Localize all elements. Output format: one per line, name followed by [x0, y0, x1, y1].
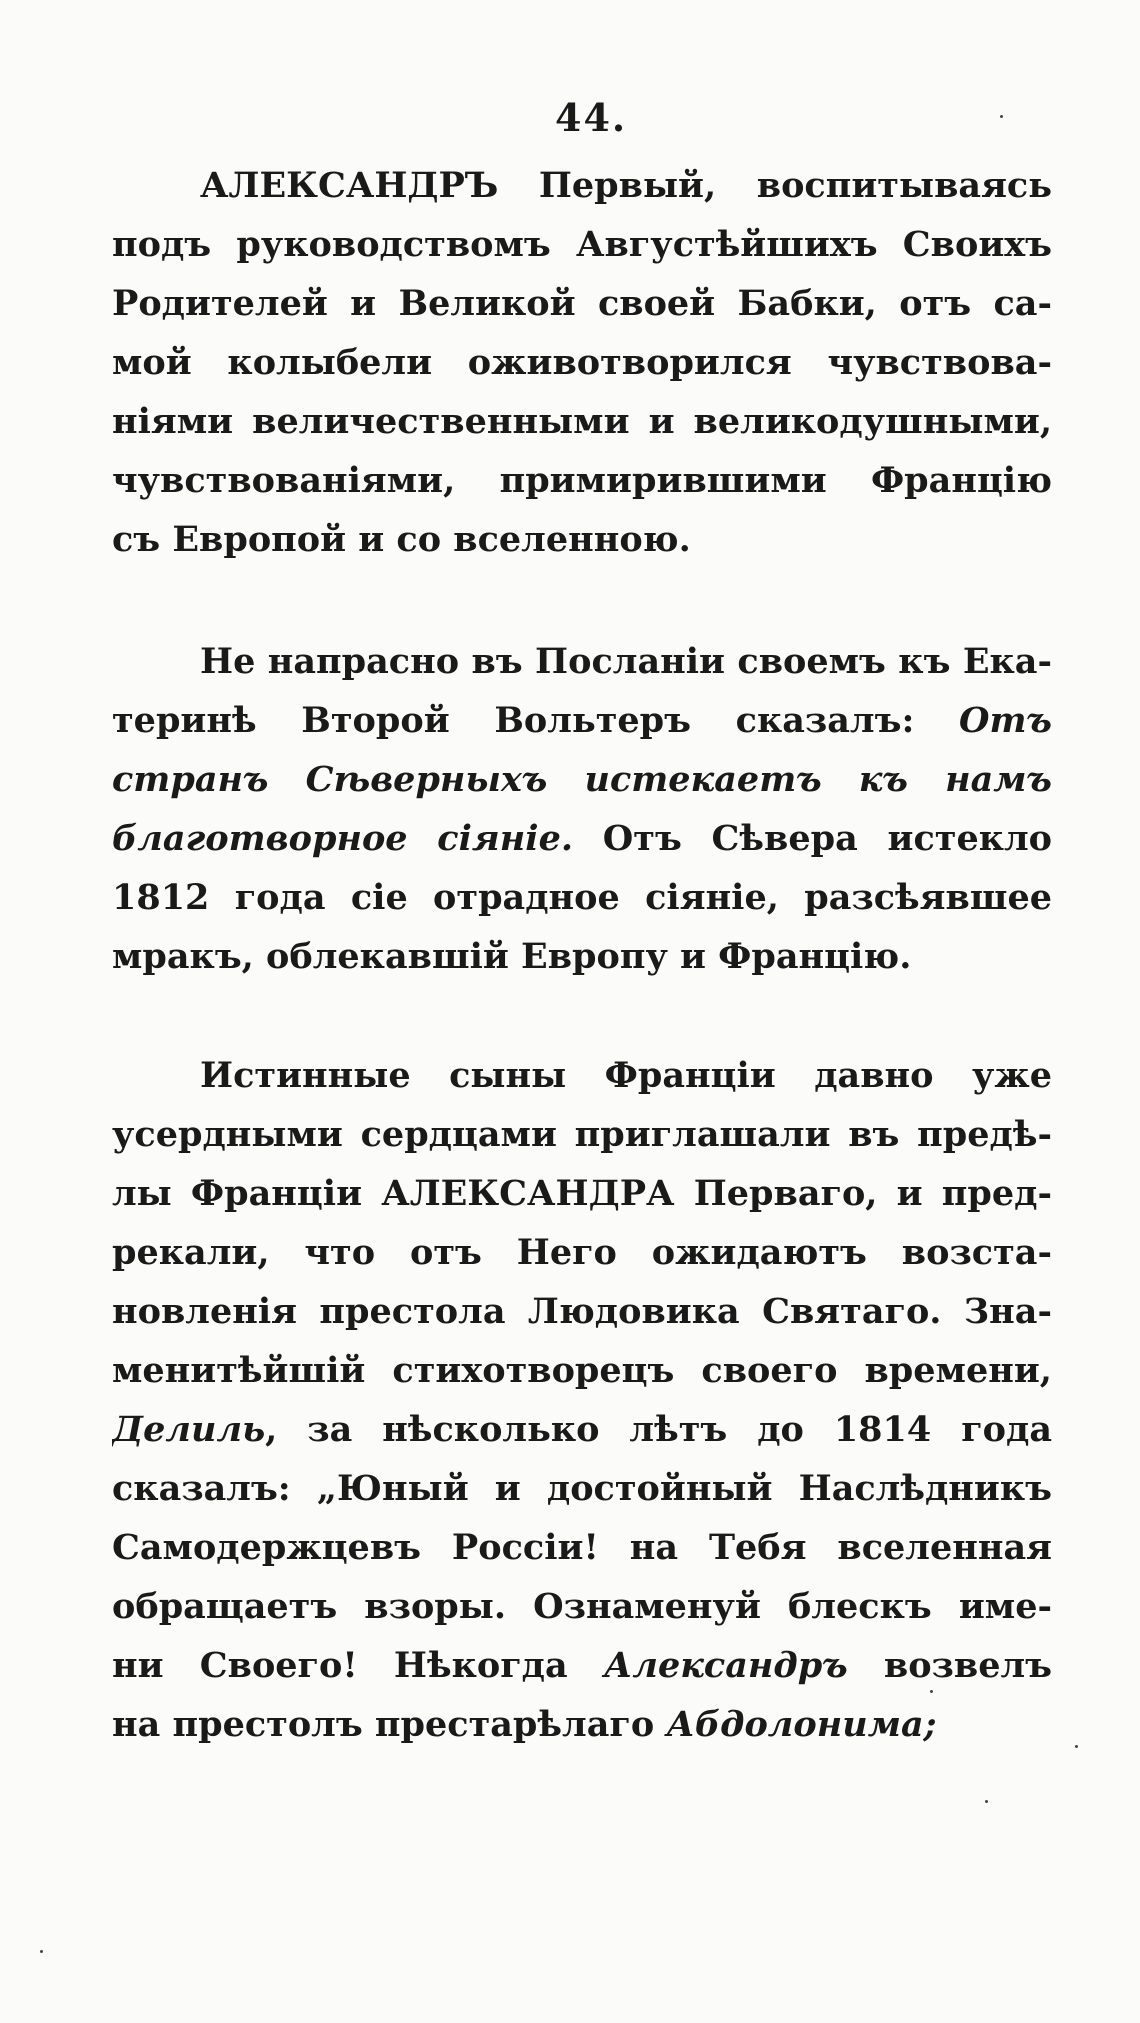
- text-line: [112, 1164, 1052, 1223]
- text-segment: , за нѣсколько лѣтъ до 1814 года: [265, 1409, 1052, 1450]
- paper-speck: [930, 1690, 933, 1693]
- text-line: [112, 1282, 1052, 1341]
- text-line: [112, 632, 1052, 691]
- text-line: [112, 868, 1052, 927]
- text-segment: Не напрасно въ Посланіи своемъ къ Ека-: [200, 641, 1052, 682]
- text-segment: усердными сердцами приглашали въ предѣ-: [112, 1114, 1052, 1155]
- text-segment: чувствованіями, примирившими Францію: [112, 460, 1052, 501]
- text-line: [112, 451, 1052, 510]
- text-line: [112, 510, 1052, 569]
- text-line: [112, 927, 1052, 986]
- text-segment: Отъ Сѣвера истекло: [573, 818, 1052, 859]
- text-line: [112, 1518, 1052, 1577]
- text-segment: Самодержцевъ Россіи! на Тебя вселенная: [112, 1527, 1052, 1568]
- text-line: [112, 1400, 1052, 1459]
- text-line: [112, 1105, 1052, 1164]
- text-line: [112, 333, 1052, 392]
- paper-speck: [1000, 115, 1003, 118]
- page-number: 44.: [555, 95, 628, 140]
- text-line: [112, 392, 1052, 451]
- text-line: [112, 1459, 1052, 1518]
- text-segment: подъ руководствомъ Августѣйшихъ Своихъ: [112, 224, 1052, 265]
- paragraph-3: [112, 1046, 1052, 1754]
- text-segment: 1812 года сіе отрадное сіяніе, разсѣявшее: [112, 877, 1052, 918]
- text-segment: рекали, что отъ Него ожидаютъ возста-: [112, 1232, 1052, 1273]
- text-segment: ніями величественными и великодушными,: [112, 401, 1052, 442]
- italic-text: Делиль: [112, 1409, 266, 1450]
- text-segment: теринѣ Второй Вольтеръ сказалъ:: [112, 700, 960, 741]
- text-segment: ни Своего! Нѣкогда: [112, 1645, 604, 1686]
- italic-text: Абдолонима;: [666, 1704, 937, 1745]
- text-line: [112, 1046, 1052, 1105]
- text-line: [112, 1636, 1052, 1695]
- text-line: [112, 809, 1052, 868]
- text-segment: Родителей и Великой своей Бабки, отъ са-: [112, 283, 1052, 324]
- paper-speck: [985, 1800, 988, 1803]
- text-segment: на престолъ престарѣлаго: [112, 1704, 667, 1745]
- paper-speck: [1075, 1745, 1078, 1748]
- text-line: [112, 156, 1052, 215]
- text-segment: обращаетъ взоры. Ознаменуй блескъ име-: [112, 1586, 1052, 1627]
- italic-text: Отъ: [959, 700, 1052, 741]
- text-segment: мой колыбели оживотворился чувствова-: [112, 342, 1052, 383]
- italic-text: благотворное сіяніе.: [112, 818, 574, 859]
- text-segment: сказалъ: „Юный и достойный Наслѣдникъ: [112, 1468, 1052, 1509]
- text-line: [112, 691, 1052, 750]
- text-segment: Истинные сыны Франціи давно уже: [200, 1055, 1052, 1096]
- italic-text: Александръ: [603, 1645, 848, 1686]
- italic-text: странъ Сѣверныхъ истекаетъ къ намъ: [112, 759, 1052, 800]
- text-line: [112, 215, 1052, 274]
- text-segment: лы Франціи АЛЕКСАНДРА Перваго, и пред-: [112, 1173, 1052, 1214]
- text-line: [112, 1695, 1052, 1754]
- paragraph-2: [112, 632, 1052, 986]
- text-line: [112, 1223, 1052, 1282]
- text-segment: АЛЕКСАНДРЪ Первый, воспитываясь: [200, 165, 1052, 206]
- text-line: [112, 274, 1052, 333]
- paper-speck: [40, 1950, 43, 1953]
- text-segment: менитѣйшій стихотворецъ своего времени,: [112, 1350, 1052, 1391]
- text-line: [112, 750, 1052, 809]
- text-line: [112, 1577, 1052, 1636]
- text-segment: возвелъ: [847, 1645, 1052, 1686]
- paragraph-1: [112, 156, 1052, 569]
- text-line: [112, 1341, 1052, 1400]
- text-segment: съ Европой и со вселенною.: [112, 519, 691, 560]
- text-segment: мракъ, облекавшій Европу и Францію.: [112, 936, 912, 977]
- text-segment: новленія престола Людовика Святаго. Зна-: [112, 1291, 1052, 1332]
